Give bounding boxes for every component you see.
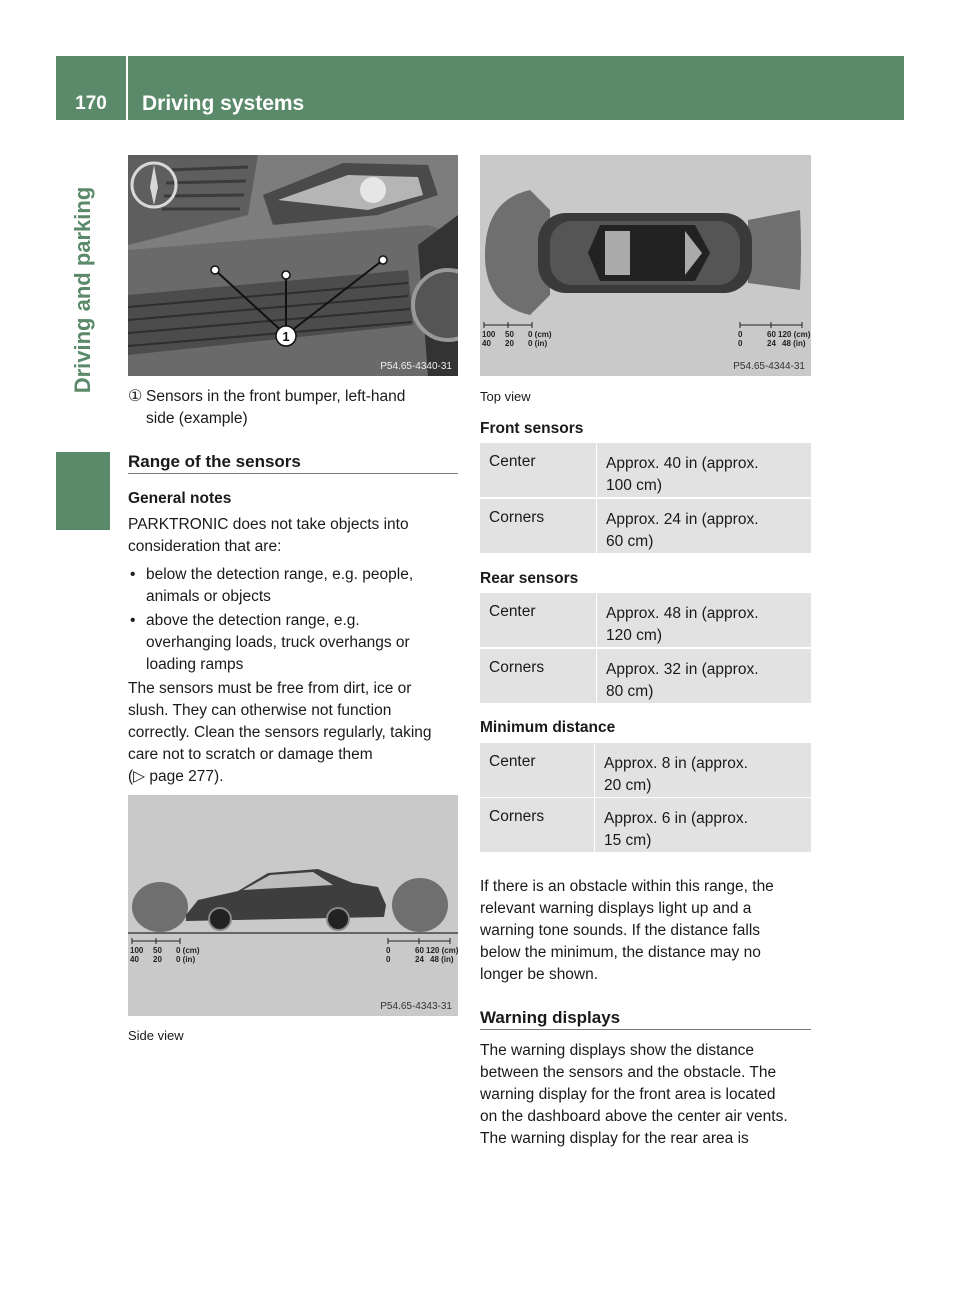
scale-label: 100 bbox=[482, 330, 496, 339]
value-line: Approx. 8 in (approx. bbox=[604, 755, 748, 772]
table-cell-value bbox=[606, 659, 759, 703]
value-line: 120 cm) bbox=[606, 627, 662, 644]
bullet-marker: • bbox=[130, 566, 136, 583]
page-reference-link[interactable]: (▷ page 277). bbox=[128, 768, 224, 785]
side-view-illustration bbox=[128, 795, 458, 1016]
paragraph-line: care not to scratch or damage them bbox=[128, 746, 373, 763]
value-line: 15 cm) bbox=[604, 832, 652, 849]
subheading: Rear sensors bbox=[480, 570, 579, 587]
paragraph-line: below the minimum, the distance may no bbox=[480, 944, 761, 961]
bullet-line: below the detection range, e.g. people, bbox=[146, 566, 414, 583]
cell-divider bbox=[596, 593, 597, 647]
table-row bbox=[480, 443, 811, 497]
figure-caption: Side view bbox=[128, 1028, 184, 1043]
scale-label: 48 (in) bbox=[782, 339, 806, 348]
scale-label: 40 bbox=[130, 955, 139, 964]
section-heading: Range of the sensors bbox=[128, 452, 301, 471]
cell-divider bbox=[596, 649, 597, 703]
scale-label: 24 bbox=[767, 339, 776, 348]
table-row bbox=[480, 798, 811, 852]
heading-rule bbox=[480, 1029, 811, 1030]
front-bumper-illustration bbox=[128, 155, 458, 376]
figure-code: P54.65-4340-31 bbox=[380, 361, 452, 372]
scale-label: 24 bbox=[415, 955, 424, 964]
scale-label: 40 bbox=[482, 339, 491, 348]
table-cell-value bbox=[606, 509, 759, 553]
paragraph-line: correctly. Clean the sensors regularly, taking bbox=[128, 724, 432, 741]
header-divider bbox=[126, 56, 128, 120]
value-line: Approx. 40 in (approx. bbox=[606, 455, 759, 472]
scale-label: 0 (in) bbox=[176, 955, 196, 964]
table-cell-label: Center bbox=[489, 603, 536, 620]
paragraph-line: The warning displays show the distance bbox=[480, 1042, 754, 1059]
scale-label: 20 bbox=[505, 339, 514, 348]
scale-label: 60 bbox=[767, 330, 776, 339]
table-cell-label: Corners bbox=[489, 509, 545, 526]
bullet-line: animals or objects bbox=[146, 588, 271, 605]
table-cell-label: Center bbox=[489, 453, 536, 470]
paragraph-line: warning tone sounds. If the distance falls bbox=[480, 922, 761, 939]
side-view-figure bbox=[128, 795, 458, 1016]
scale-label: 0 (in) bbox=[528, 339, 548, 348]
value-line: 60 cm) bbox=[606, 533, 654, 550]
paragraph-line: warning display for the front area is located bbox=[480, 1086, 776, 1103]
cell-divider bbox=[596, 443, 597, 497]
figure-callout-number: 1 bbox=[282, 329, 290, 344]
table-cell-value bbox=[604, 808, 748, 852]
paragraph-line: relevant warning displays light up and a bbox=[480, 900, 752, 917]
scale-label: 100 bbox=[130, 946, 144, 955]
value-line: Approx. 24 in (approx. bbox=[606, 511, 759, 528]
front-bumper-figure bbox=[128, 155, 458, 376]
table-cell-value bbox=[604, 753, 748, 797]
cell-divider bbox=[594, 743, 595, 797]
scale-label: 0 bbox=[738, 330, 743, 339]
scale-label: 60 bbox=[415, 946, 424, 955]
value-line: Approx. 48 in (approx. bbox=[606, 605, 759, 622]
table-cell-label: Corners bbox=[489, 659, 545, 676]
scale-label: 0 (cm) bbox=[528, 330, 552, 339]
table-cell-label: Center bbox=[489, 753, 536, 770]
table-cell-label: Corners bbox=[489, 808, 545, 825]
table-cell-value bbox=[606, 453, 759, 497]
subheading: Front sensors bbox=[480, 420, 584, 437]
side-tab-marker bbox=[56, 452, 110, 530]
subheading: General notes bbox=[128, 490, 232, 507]
table-row bbox=[480, 649, 811, 703]
scale-label: 0 bbox=[738, 339, 743, 348]
cell-divider bbox=[596, 499, 597, 553]
page-number: 170 bbox=[75, 93, 107, 114]
paragraph-line: between the sensors and the obstacle. The bbox=[480, 1064, 777, 1081]
paragraph-line: The warning display for the rear area is bbox=[480, 1130, 749, 1147]
scale-label: 0 (cm) bbox=[176, 946, 200, 955]
section-side-tab: Driving and parking bbox=[70, 186, 95, 394]
value-line: Approx. 6 in (approx. bbox=[604, 810, 748, 827]
paragraph-line: If there is an obstacle within this range, the bbox=[480, 878, 774, 895]
value-line: 100 cm) bbox=[606, 477, 662, 494]
table-row bbox=[480, 499, 811, 553]
value-line: 80 cm) bbox=[606, 683, 654, 700]
scale-label: 48 (in) bbox=[430, 955, 454, 964]
top-view-illustration bbox=[480, 155, 811, 376]
paragraph-line: consideration that are: bbox=[128, 538, 282, 555]
figure-caption-line: Sensors in the front bumper, left-hand bbox=[146, 388, 406, 405]
chapter-title: Driving systems bbox=[142, 92, 305, 115]
top-view-figure bbox=[480, 155, 811, 376]
scale-label: 50 bbox=[153, 946, 162, 955]
bullet-line: loading ramps bbox=[146, 656, 244, 673]
value-line: Approx. 32 in (approx. bbox=[606, 661, 759, 678]
heading-rule bbox=[128, 473, 458, 474]
scale-label: 120 (cm) bbox=[778, 330, 811, 339]
section-heading: Warning displays bbox=[480, 1008, 621, 1027]
scale-label: 0 bbox=[386, 946, 391, 955]
figure-code: P54.65-4344-31 bbox=[733, 361, 805, 372]
bullet-line: above the detection range, e.g. bbox=[146, 612, 360, 629]
bullet-line: overhanging loads, truck overhangs or bbox=[146, 634, 410, 651]
value-line: 20 cm) bbox=[604, 777, 652, 794]
paragraph-line: longer be shown. bbox=[480, 966, 599, 983]
paragraph-line: The sensors must be free from dirt, ice or bbox=[128, 680, 412, 697]
scale-label: 0 bbox=[386, 955, 391, 964]
paragraph-line: PARKTRONIC does not take objects into bbox=[128, 516, 409, 533]
table-cell-value bbox=[606, 603, 759, 647]
table-row bbox=[480, 743, 811, 797]
figure-caption: Top view bbox=[480, 389, 531, 404]
figure-caption-line: side (example) bbox=[146, 410, 248, 427]
scale-label: 120 (cm) bbox=[426, 946, 458, 955]
figure-caption-marker: ① bbox=[128, 388, 143, 405]
table-row bbox=[480, 593, 811, 647]
cell-divider bbox=[594, 798, 595, 852]
figure-code: P54.65-4343-31 bbox=[380, 1001, 452, 1012]
subheading: Minimum distance bbox=[480, 719, 616, 736]
paragraph-line: slush. They can otherwise not function bbox=[128, 702, 392, 719]
scale-label: 50 bbox=[505, 330, 514, 339]
bullet-marker: • bbox=[130, 612, 136, 629]
page-header bbox=[56, 56, 904, 120]
scale-label: 20 bbox=[153, 955, 162, 964]
paragraph-line: on the dashboard above the center air vents. bbox=[480, 1108, 788, 1125]
